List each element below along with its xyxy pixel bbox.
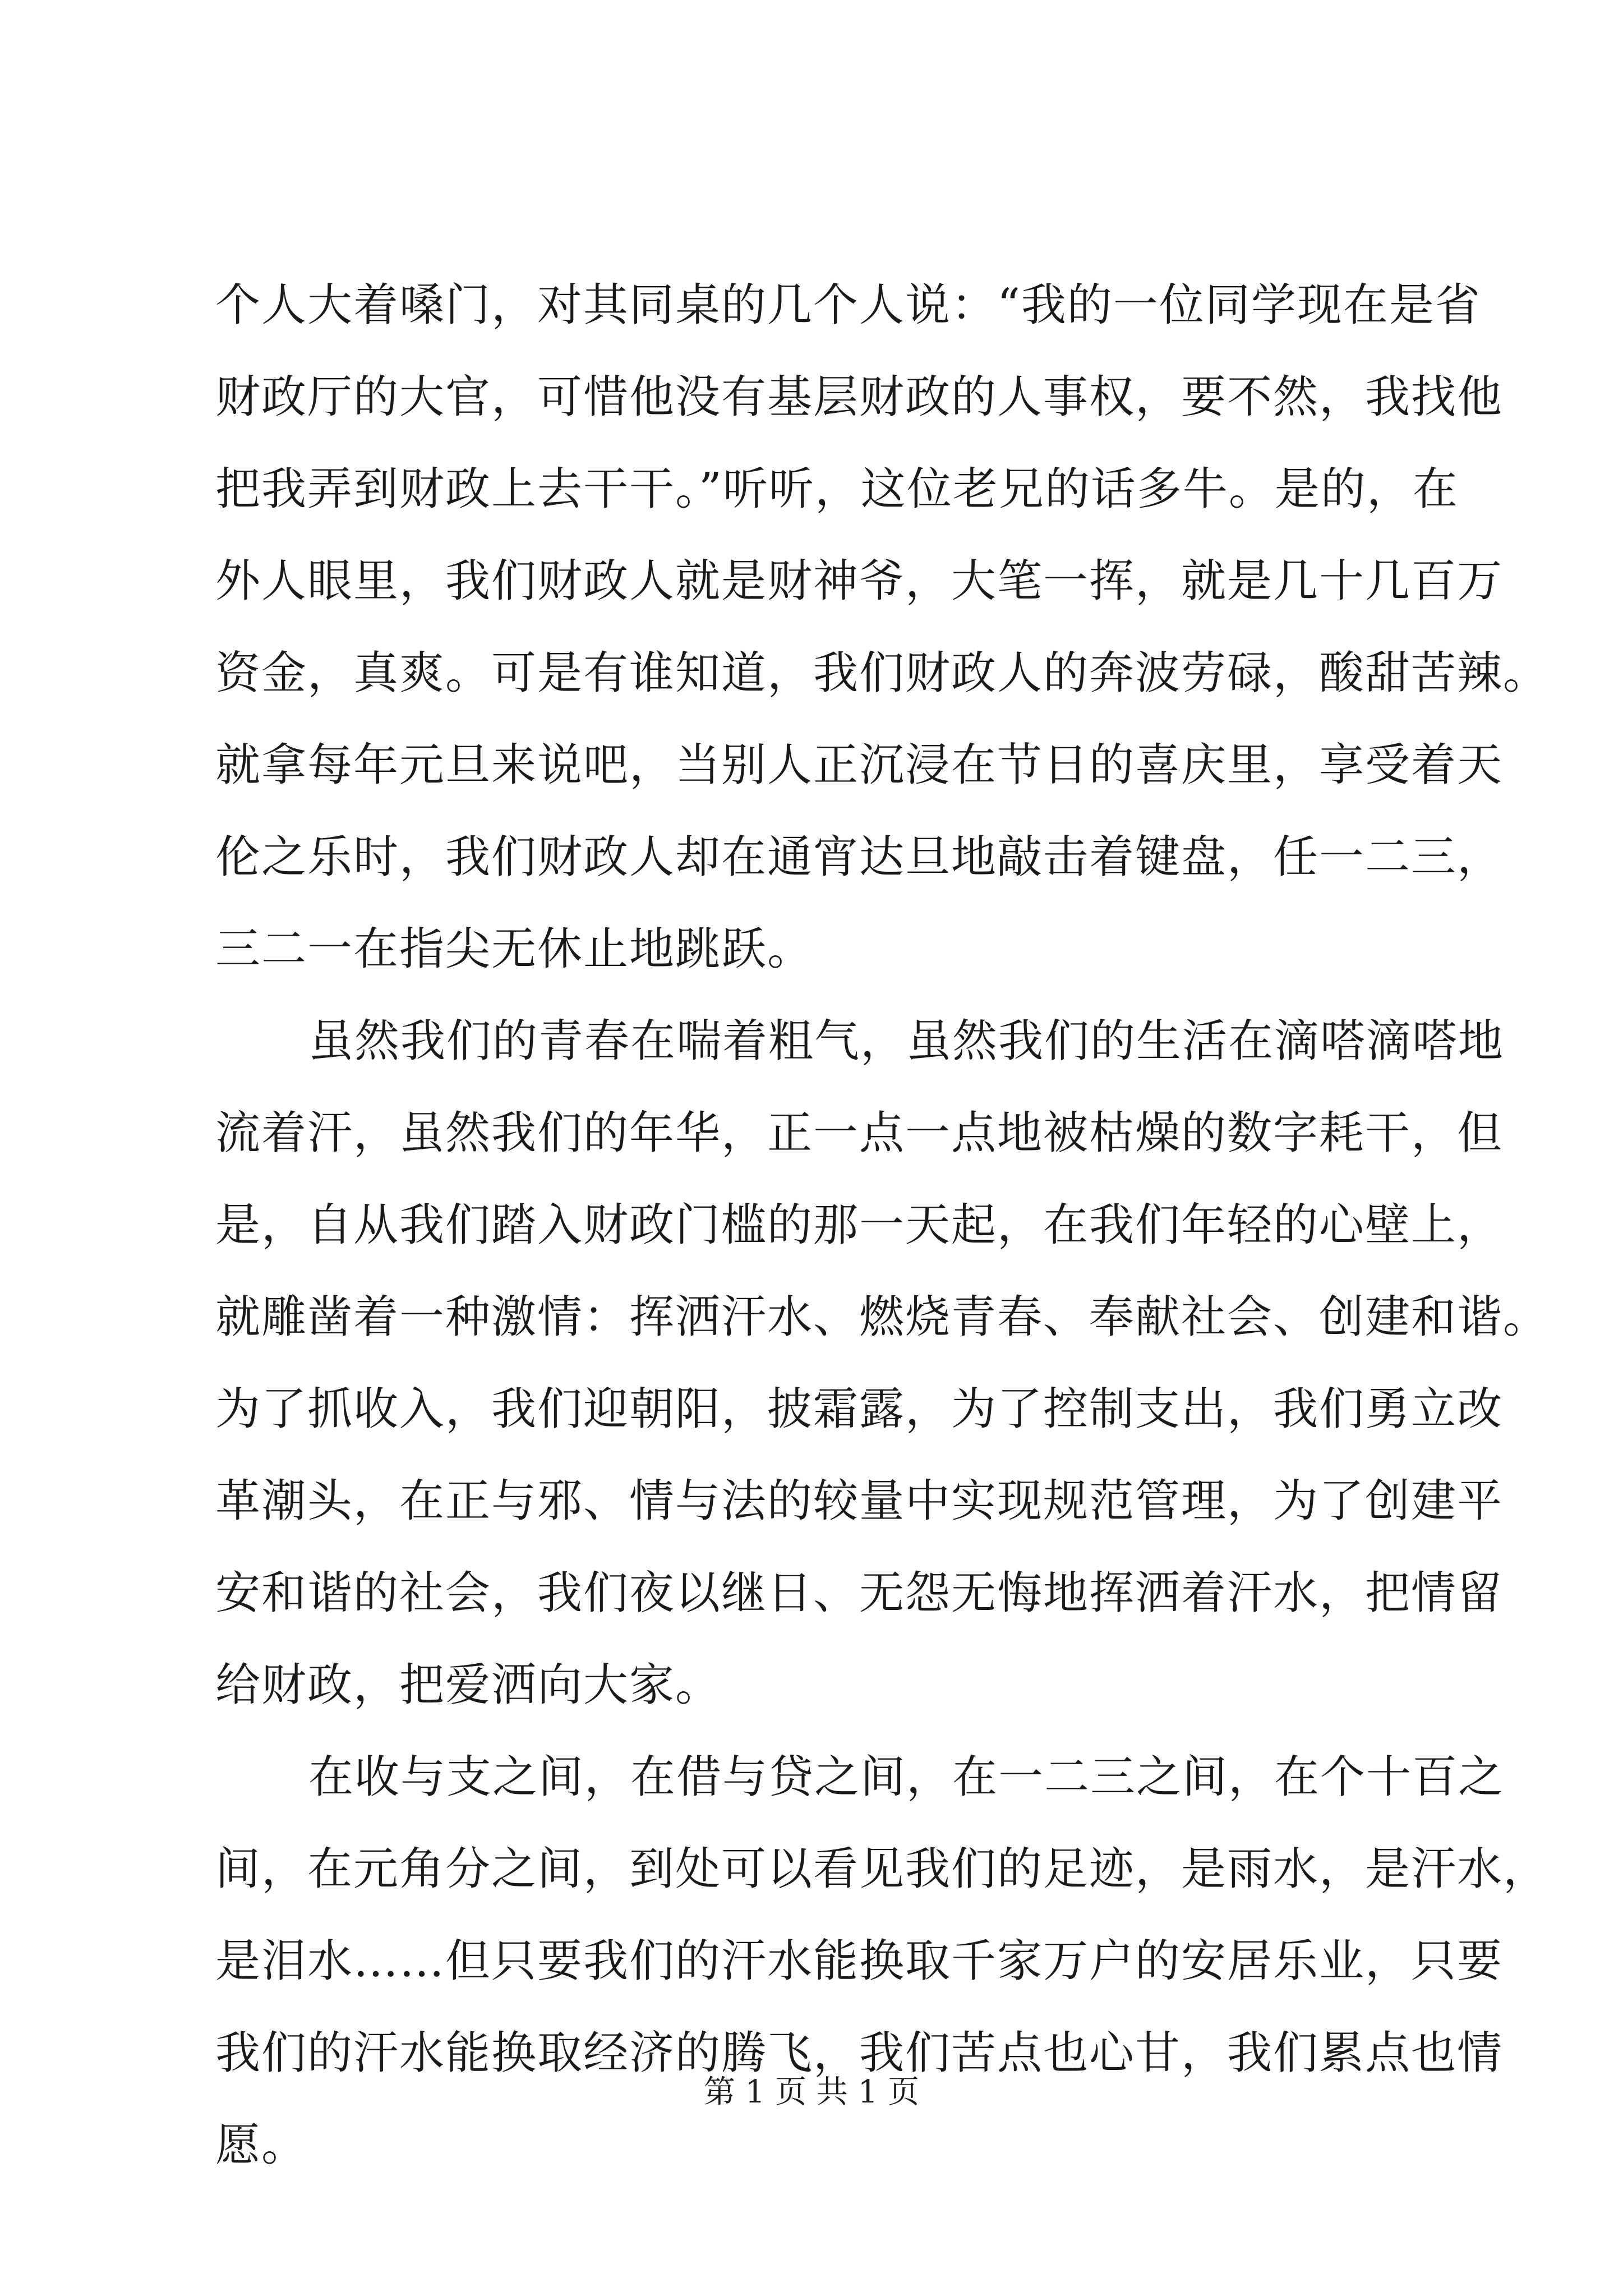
text-line: 外人眼里，我们财政人就是财神爷，大笔一挥，就是几十几百万	[215, 555, 1503, 607]
page-footer	[0, 2070, 1623, 2115]
text-line: 就拿每年元旦来说吧，当别人正沉浸在节日的喜庆里，享受着天	[215, 739, 1503, 791]
text-line: 财政厅的大官，可惜他没有基层财政的人事权，要不然，我找他	[215, 371, 1503, 423]
text-line: 个人大着嗓门，对其同桌的几个人说：“我的一位同学现在是省	[215, 279, 1481, 331]
text-line: 虽然我们的青春在喘着粗气，虽然我们的生活在滴嗒滴嗒地	[308, 1015, 1504, 1067]
text-line: 革潮头，在正与邪、情与法的较量中实现规范管理，为了创建平	[215, 1475, 1503, 1527]
text-line: 我们的汗水能换取经济的腾飞，我们苦点也心甘，我们累点也情	[215, 2027, 1503, 2079]
text-line: 三二一在指尖无休止地跳跃。	[215, 923, 813, 975]
text-line: 把我弄到财政上去干干。”听听，这位老兄的话多牛。是的，在	[215, 463, 1459, 515]
paragraph-2	[215, 995, 1549, 1731]
paragraph-3	[215, 1731, 1549, 2191]
text-line: 流着汗，虽然我们的年华，正一点一点地被枯燥的数字耗干，但	[215, 1107, 1503, 1159]
paragraph-1	[215, 259, 1549, 995]
text-line: 给财政，把爱洒向大家。	[215, 1659, 721, 1711]
page-number: 第 1 页 共 1 页	[703, 2074, 920, 2110]
text-line: 愿。	[215, 2119, 307, 2171]
text-line: 伦之乐时，我们财政人却在通宵达旦地敲击着键盘，任一二三，	[215, 831, 1503, 883]
text-line: 资金，真爽。可是有谁知道，我们财政人的奔波劳碌，酸甜苦辣。	[215, 647, 1549, 699]
body-text	[215, 259, 1549, 2191]
text-line: 是，自从我们踏入财政门槛的那一天起，在我们年轻的心壁上，	[215, 1199, 1503, 1251]
text-line: 在收与支之间，在借与贷之间，在一二三之间，在个十百之	[308, 1751, 1504, 1803]
text-line: 是泪水……但只要我们的汗水能换取千家万户的安居乐业，只要	[215, 1935, 1503, 1987]
text-line: 安和谐的社会，我们夜以继日、无怨无悔地挥洒着汗水，把情留	[215, 1567, 1503, 1619]
text-line: 间，在元角分之间，到处可以看见我们的足迹，是雨水，是汗水，	[215, 1843, 1549, 1895]
text-line: 为了抓收入，我们迎朝阳，披霜露，为了控制支出，我们勇立改	[215, 1383, 1503, 1435]
text-line: 就雕凿着一种激情：挥洒汗水、燃烧青春、奉献社会、创建和谐。	[215, 1291, 1549, 1343]
